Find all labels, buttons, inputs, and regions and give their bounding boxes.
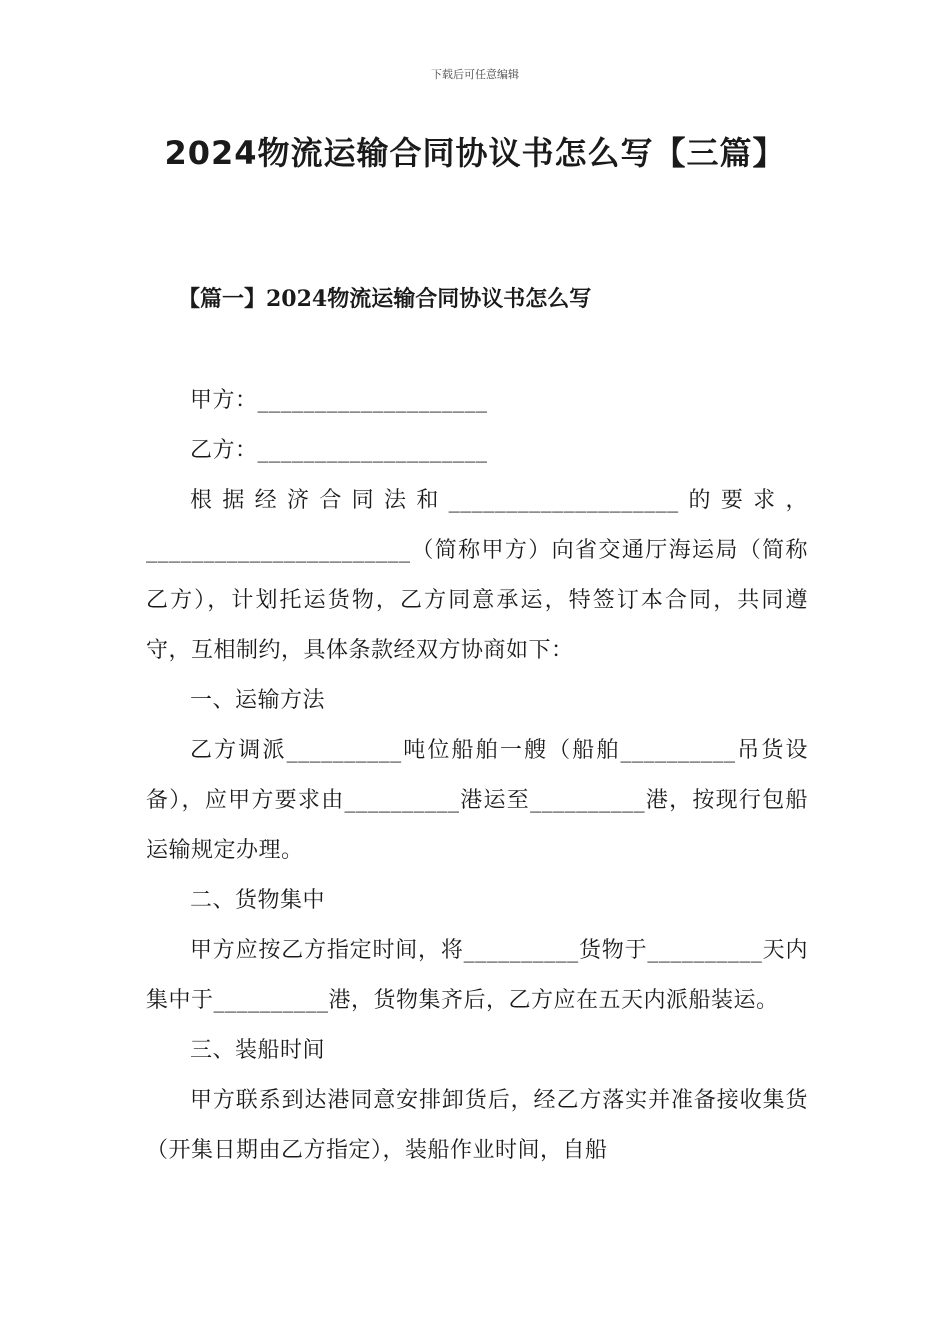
document-title: 2024物流运输合同协议书怎么写【三篇】 [164, 134, 786, 172]
clause-loading-paragraph: 甲方联系到达港同意安排卸货后，经乙方落实并准备接收集货（开集日期由乙方指定），装船作业时间，自船 [146, 1088, 808, 1163]
clause-heading-transport: 一、运输方法 [190, 688, 326, 713]
clause-cargo-paragraph: 甲方应按乙方指定时间，将__________货物于__________天内集中于__________港，货物集齐后，乙方应在五天内派船装运。 [146, 938, 808, 1013]
party-a-line: 甲方：____________________ [190, 388, 488, 413]
clause-transport-paragraph: 乙方调派__________吨位船舶一艘（船舶__________吊货设备），应甲方要求由__________港运至__________港，按现行包船运输规定办理。 [146, 738, 808, 863]
preamble-paragraph: 根据经济合同法和____________________的要求，_______________________（简称甲方）向省交通厅海运局（简称乙方），计划托运货物，乙方同意承运，特签订本合同，共同遵守，互相制约，具体条款经双方协商如下： [146, 488, 808, 663]
document-body [146, 376, 808, 1176]
clause-heading-cargo: 二、货物集中 [190, 888, 326, 913]
party-b-line: 乙方：____________________ [190, 438, 488, 463]
header-note: 下载后可任意编辑 [431, 68, 519, 81]
section-title: 【篇一】2024物流运输合同协议书怎么写 [178, 286, 592, 312]
clause-heading-loading: 三、装船时间 [190, 1038, 326, 1063]
